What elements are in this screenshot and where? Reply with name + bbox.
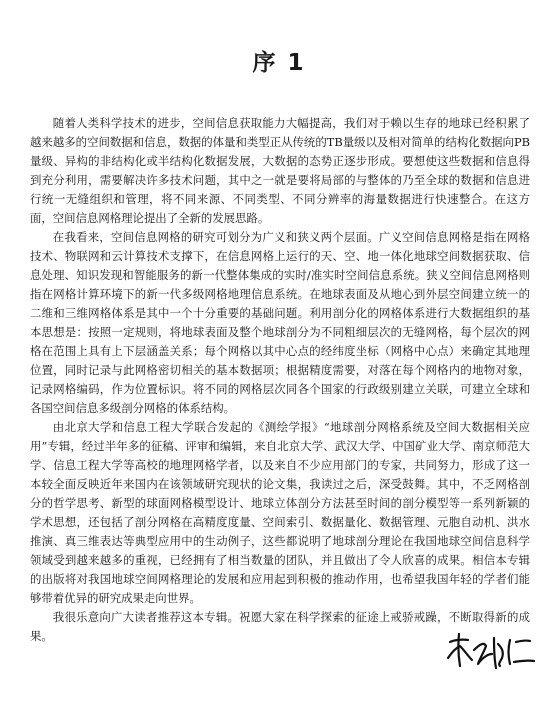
paragraph-2: 在我看来，空间信息网格的研究可划分为广义和狭义两个层面。广义空间信息网格是指在网格技术、物联网和云计算技术支撑下，在信息网格上运行的天、空、地一体化地球空间数据获取、信息处理、知识发现和智能服务的新一代整体集成的实时/准实时空间信息系统。狭义空间信息网格则指在网格计算环境下的新一代多级网格地理信息系统。在地球表面及从地心到外层空间建立统一的二维和三维网格体系是其中一个十分重要的基础问题。利用剖分化的网格体系进行大数据组织的基本思想是：按照一定规则，将地球表面及整个地球剖分为不同粗细层次的无缝网格，每个层次的网格在范围上具有上下层涵盖关系；每个网格以其中心点的经纬度坐标（网格中心点）来确定其地理位置，同时记录与此网格密切相关的基本数据项；根据精度需要，对落在每个网格内的地物对象，记录网格编码，作为位置标识。将不同的网格层次同各个国家的行政级别建立关联，可建立全球和各国空间信息多级剖分网格的体系结构。 xyxy=(30,230,530,415)
paragraph-4: 我很乐意向广大读者推荐这本专辑。祝愿大家在科学探索的征途上戒骄戒躁，不断取得新的成果。 xyxy=(30,610,530,643)
handwritten-signature xyxy=(440,628,540,672)
page-title: 序 1 xyxy=(252,50,306,76)
paragraph-1: 随着人类科学技术的进步，空间信息获取能力大幅提高，我们对于赖以生存的地球已经积累了越来越多的空间数据和信息，数据的体量和类型正从传统的TB量级以及相对简单的结构化数据向PB量级、异构的非结构化或半结构化数据发展，大数据的态势正逐步形成。要想使这些数据和信息得到充分利用，需要解决许多技术问题，其中之一就是要将局部的与整体的乃至全球的数据和信息进行统一无缝组织和管理，将不同来源、不同类型、不同分辨率的海量数据进行快速整合。在这方面，空间信息网格理论提出了全新的发展思路。 xyxy=(30,116,530,225)
preface-body xyxy=(30,114,530,646)
paragraph-3: 由北京大学和信息工程大学联合发起的《测绘学报》“地球剖分网格系统及空间大数据相关应用”专辑，经过半年多的征稿、评审和编辑，来自北京大学、武汉大学、中国矿业大学、南京师范大学、信息工程大学等高校的地理网格学者，以及来自不少应用部门的专家，共同努力，形成了这一本较全面反映近年来国内在该领域研究现状的论文集，我读过之后，深受鼓舞。其中，不乏网格剖分的哲学思考、新型的球面网格模型设计、地球立体剖分方法甚至时间的剖分模型等一系列新颖的学术思想，还包括了剖分网格在高精度度量、空间索引、数据量化、数据管理、元胞自动机、洪水推演、真三维表达等典型应用中的生动例子，这些都说明了地球剖分理论在我国地球空间信息科学领域受到越来越多的重视，已经拥有了相当数量的团队，并且做出了令人欣喜的成果。相信本专辑的出版将对我国地球空间网格理论的发展和应用起到积极的推动作用，也希望我国年轻的学者们能够带着优异的研究成果走向世界。 xyxy=(30,420,530,605)
